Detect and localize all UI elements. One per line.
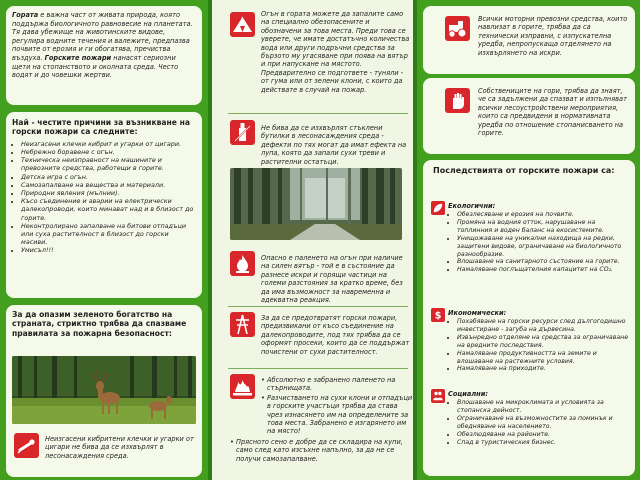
divider — [228, 306, 408, 307]
stop-hand-icon — [445, 88, 470, 113]
protect-box — [6, 305, 202, 477]
bottle-icon — [230, 120, 255, 145]
hand-box — [423, 78, 635, 154]
leaf-icon — [431, 201, 445, 215]
causes-box — [6, 112, 202, 298]
list-item: • Неизгасени клечки кибрит и угарки от цигари. — [21, 140, 196, 148]
rule-tractor-text: Всички моторни превозни средства, които навлизат в горите, трябва да са технически изправни, с изпускателна уредба, непропускаща отделянето на изхвърлянето на искри. — [478, 15, 628, 57]
list-item: • Унищожаване на уникални находища на редки, защитени видове, ограничаване на биологичното разнообразие. — [457, 235, 632, 259]
flame-icon — [230, 251, 255, 276]
list-item: • Обезлюдяване на районите. — [457, 431, 632, 439]
burn-rule-2: • Разчистването на сухи клони и отпадъци в горските участъци трябва да става чрез изнасянето им на определените за това места. Забранено е изгарянето им на място! — [261, 393, 413, 436]
divider — [228, 113, 408, 114]
intro-bold-word: Гората — [12, 11, 39, 19]
power-line-icon — [230, 312, 255, 337]
protect-title: За да опазим зеленото богатство на страната, стриктно трябва да спазваме правилата за пожарна безопасност: — [12, 310, 187, 338]
eco-section — [448, 202, 632, 274]
consequences-title: Последствията от горските пожари са: — [433, 166, 615, 175]
list-item: • Детска игра с огън. — [21, 173, 196, 181]
matches-icon — [14, 433, 39, 458]
svg-text:$: $ — [434, 310, 442, 322]
list-item: • Спад в туристическия бизнес. — [457, 439, 632, 447]
intro-text — [12, 11, 196, 80]
deer-photo — [12, 356, 196, 424]
list-item: • Намаляване на приходите. — [457, 365, 632, 373]
list-item: • Небрежно боравене с огън. — [21, 148, 196, 156]
rule-tent-text: Огън в гората можете да запалите само на специално обезопасените и обозначени за това места. Преди това се уверете, че имате достатъчно количества вода или други подръчни средства за бързото му угасяване при поява на вятър и при напускане на мястото. Предварително се подгответе - туняли - от гума или от зелени клони, с които да действате в случай на пожар. — [261, 10, 410, 94]
intro-body-2: нанасят сериозни щети на стопанството и околната среда. Често водят и до човешки жертви. — [12, 53, 179, 80]
rule-matches-text: Неизгасени кибритени клечки и угарки от цигари не бива да се изхвърлят в лесонасаждения среда. — [45, 435, 194, 460]
list-item: • Влошаване на санитарното състояние на горите. — [457, 258, 632, 266]
social-title: Социални: — [448, 390, 488, 398]
left-panel — [0, 0, 208, 480]
intro-box — [6, 6, 202, 105]
rule-flame-text: Опасно е паленето на огън при наличие на силен вятър - той е в състояние да разнесе искри и горящи частици на големи разстояния за кратко време, без да има възможност за навременна и адекватна реакция. — [261, 254, 403, 305]
social-section — [448, 390, 632, 446]
list-item: • Обезлесяване и ерозия на почвите. — [457, 211, 632, 219]
eco-title: Екологични: — [448, 202, 496, 210]
burn-rules — [261, 376, 413, 436]
causes-title: Най - честите причини за възникване на горски пожари са следните: — [12, 118, 190, 137]
list-item: • Промяна на водния отток, нарушаване на топлинния и воден баланс на екосистемите. — [457, 219, 632, 235]
consequences-box — [423, 160, 635, 476]
rule-power-text: За да се предотвратят горски пожари, предизвикани от късо съединение на далекопроводите, под тях трябва да се оформят просеки, които да се поддържат почистени от сухи растителност. — [261, 314, 410, 356]
forest-photo — [230, 168, 402, 240]
tractor-icon — [445, 16, 470, 41]
people-icon — [431, 389, 445, 403]
list-item: • Влошаване на микроклимата и условията за стопанска дейност. — [457, 399, 632, 415]
list-item: • Ограничаване на възможностите за поминък и обедняване на населението. — [457, 415, 632, 431]
causes-list — [12, 140, 196, 255]
list-item: • Техническа неизправност на машините и превозните средства, работещи в горите. — [21, 156, 196, 172]
intro-body: е важна част от живата природа, която поддържа биологичното равновесие на планетата. Тя дава убежище на животинските видове, регулира водните течения и валежите, предпазва почвите от ерозия и ги обогатява, пречиства въздуха. — [12, 11, 193, 62]
econ-title: Икономически: — [448, 309, 507, 317]
rule-hand-text: Собствениците на гори, трябва да знаят, че са задължени да спазват и изпълняват всички лесоустройствени мероприятия, които са предвидени в нормативната уредба по отношение стопанисването на горите. — [478, 87, 627, 138]
list-item: • Неконтролирано запалване на битови отпадъци или суха растителност в близост до горски масиви. — [21, 222, 196, 247]
list-item: • Самозапалване на вещества и материали. — [21, 181, 196, 189]
rule-bottle-text: Не бива да се изхвърлят стъклени бутилки в лесонасаждения среда - дефекти по тях могат да имат ефекта на лупа, която да запали сухи треви и растителни остатъци. — [261, 124, 407, 166]
burn-rule-1: • Абсолютно е забранено паленето на стърнищата. — [261, 376, 396, 393]
list-item: • Намаляване поглъщателния капацитет на CO₂. — [457, 266, 632, 274]
burn-rule-3: • Прясното сено е добре да се складира на купи, само след като изсъхне напълно, за да не се получи самозапалване. — [230, 438, 403, 463]
tent-icon — [230, 12, 255, 37]
middle-panel — [212, 0, 413, 480]
right-panel — [417, 0, 640, 480]
list-item: • Умисъл!!! — [21, 246, 196, 254]
tractor-box — [423, 6, 635, 74]
dollar-icon — [431, 308, 445, 322]
intro-bold-fires: Горските пожари — [44, 53, 112, 62]
list-item: • Природни явления (мълнии). — [21, 189, 196, 197]
list-item: • Намаляване продуктивността на земите и влошаване на растежните условия. — [457, 350, 632, 366]
divider — [228, 368, 408, 369]
list-item: • Късо съединение и аварии на електрически далекопроводи, които минават над и в близост до горите. — [21, 197, 196, 222]
list-item: • Похабяване на горски ресурси след дългогодишно инвестиране - загуба на дървесина. — [457, 318, 632, 334]
burning-field-icon — [230, 374, 255, 399]
economic-section — [448, 309, 632, 373]
list-item: • Извънредно отделяне на средства за ограничаване на вредните последствия. — [457, 334, 632, 350]
